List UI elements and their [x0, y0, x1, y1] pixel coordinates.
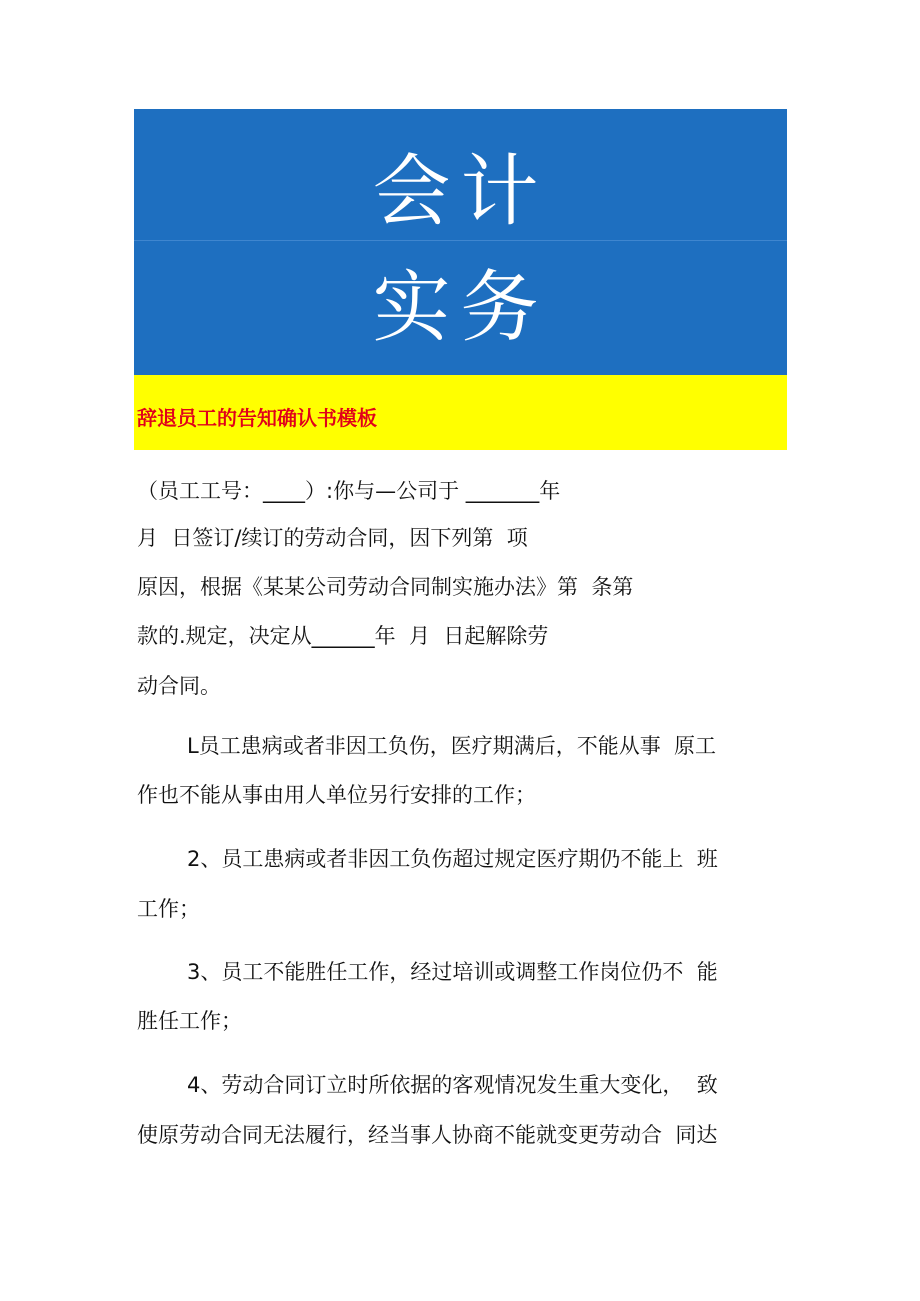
- item-4-line-2: 使原劳动合同无法履行，经当事人协商不能就变更劳动合 同达: [137, 1123, 718, 1147]
- intro-line-1: （员工工号：____）:你与—公司于 _______年: [137, 479, 561, 503]
- item-2-line-1: 2、员工患病或者非因工负伤超过规定医疗期仍不能上 班: [187, 847, 718, 871]
- intro-line-3: 原因，根据《某某公司劳动合同制实施办法》第 条第: [137, 575, 634, 599]
- banner-title-line-1: 会计: [372, 147, 549, 237]
- item-3-line-2: 胜任工作；: [137, 1009, 242, 1033]
- item-4-line-1: 4、劳动合同订立时所依据的客观情况发生重大变化， 致: [187, 1073, 718, 1097]
- intro-line-2: 月 日签订/续订的劳动合同，因下列第 项: [137, 526, 528, 550]
- item-1-line-1: L员工患病或者非因工负伤，医疗期满后，不能从事 原工: [187, 734, 717, 758]
- intro-line-5: 动合同。: [137, 674, 221, 698]
- document-subtitle: 辞退员工的告知确认书模板: [137, 406, 377, 430]
- banner-divider: [134, 240, 787, 241]
- subtitle-bar: [134, 375, 787, 450]
- title-banner: [134, 109, 787, 375]
- item-2-line-2: 工作；: [137, 897, 200, 921]
- banner-title-line-2: 实务: [372, 263, 549, 353]
- item-3-line-1: 3、员工不能胜任工作，经过培训或调整工作岗位仍不 能: [187, 960, 718, 984]
- item-1-line-2: 作也不能从事由用人单位另行安排的工作；: [137, 783, 536, 807]
- intro-line-4: 款的.规定，决定从______年 月 日起解除劳: [137, 624, 549, 648]
